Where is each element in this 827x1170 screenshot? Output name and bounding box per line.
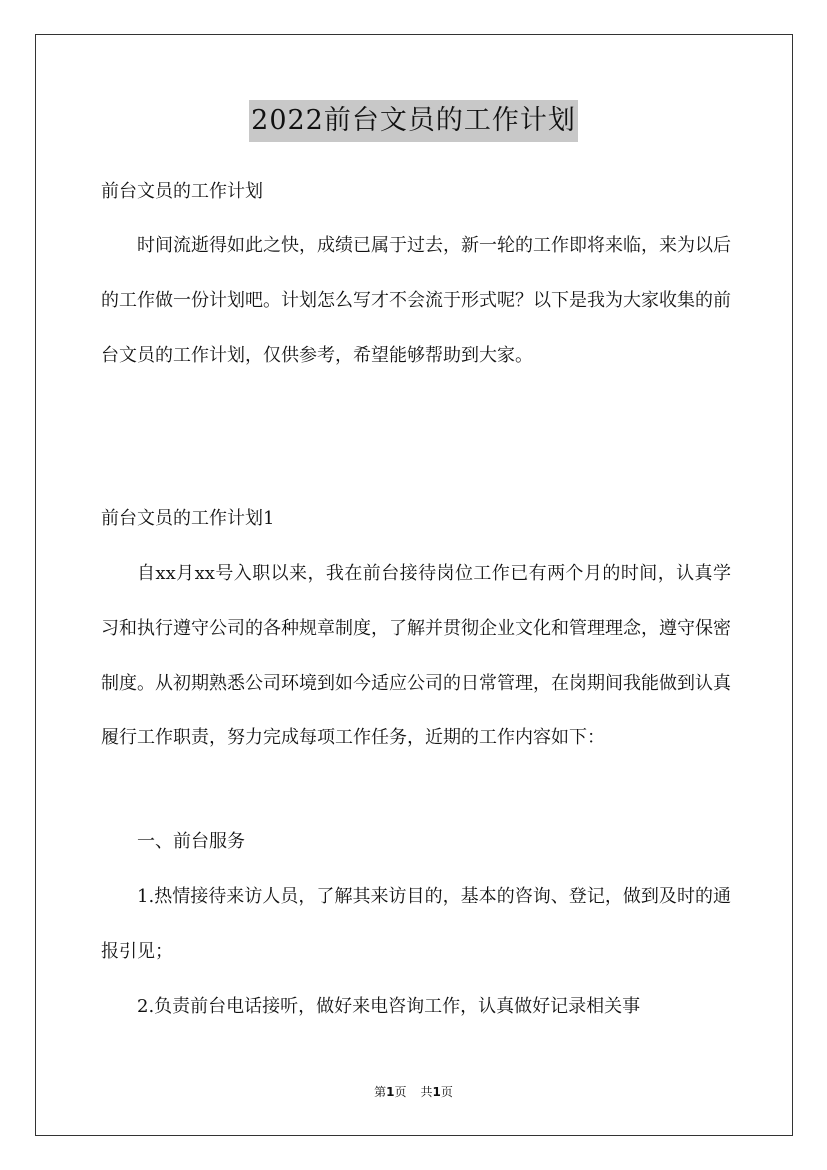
page-unit: 页 [394,1085,407,1099]
page-footer [0,1083,827,1100]
title-container [0,100,827,142]
document-title: 2022前台文员的工作计划 [249,100,578,142]
section-heading: 前台文员的工作计划1 [101,508,275,529]
total-unit: 页 [440,1085,453,1099]
page-label: 第 [374,1085,387,1099]
total-number: 1 [432,1085,441,1099]
page-number: 1 [386,1085,395,1099]
section-paragraph: 自xx月xx号入职以来，我在前台接待岗位工作已有两个月的时间，认真学习和执行遵守公司的各种规章制度，了解并贯彻企业文化和管理理念，遵守保密制度。从初期熟悉公司环境到如今适应公司的日常管理，在岗期间我能做到认真履行工作职责，努力完成每项工作任务，近期的工作内容如下： [101,563,731,749]
intro-paragraph: 时间流逝得如此之快，成绩已属于过去，新一轮的工作即将来临，来为以后的工作做一份计划吧。计划怎么写才不会流于形式呢？以下是我为大家收集的前台文员的工作计划，仅供参考，希望能够帮助到大家。 [101,235,731,366]
list-heading: 一、前台服务 [137,831,245,852]
list-item-1: 1.热情接待来访人员，了解其来访目的，基本的咨询、登记，做到及时的通报引见； [101,886,731,962]
subtitle: 前台文员的工作计划 [101,181,263,202]
total-label: 共 [420,1085,433,1099]
list-item-2: 2.负责前台电话接听，做好来电咨询工作，认真做好记录相关事 [137,996,641,1017]
